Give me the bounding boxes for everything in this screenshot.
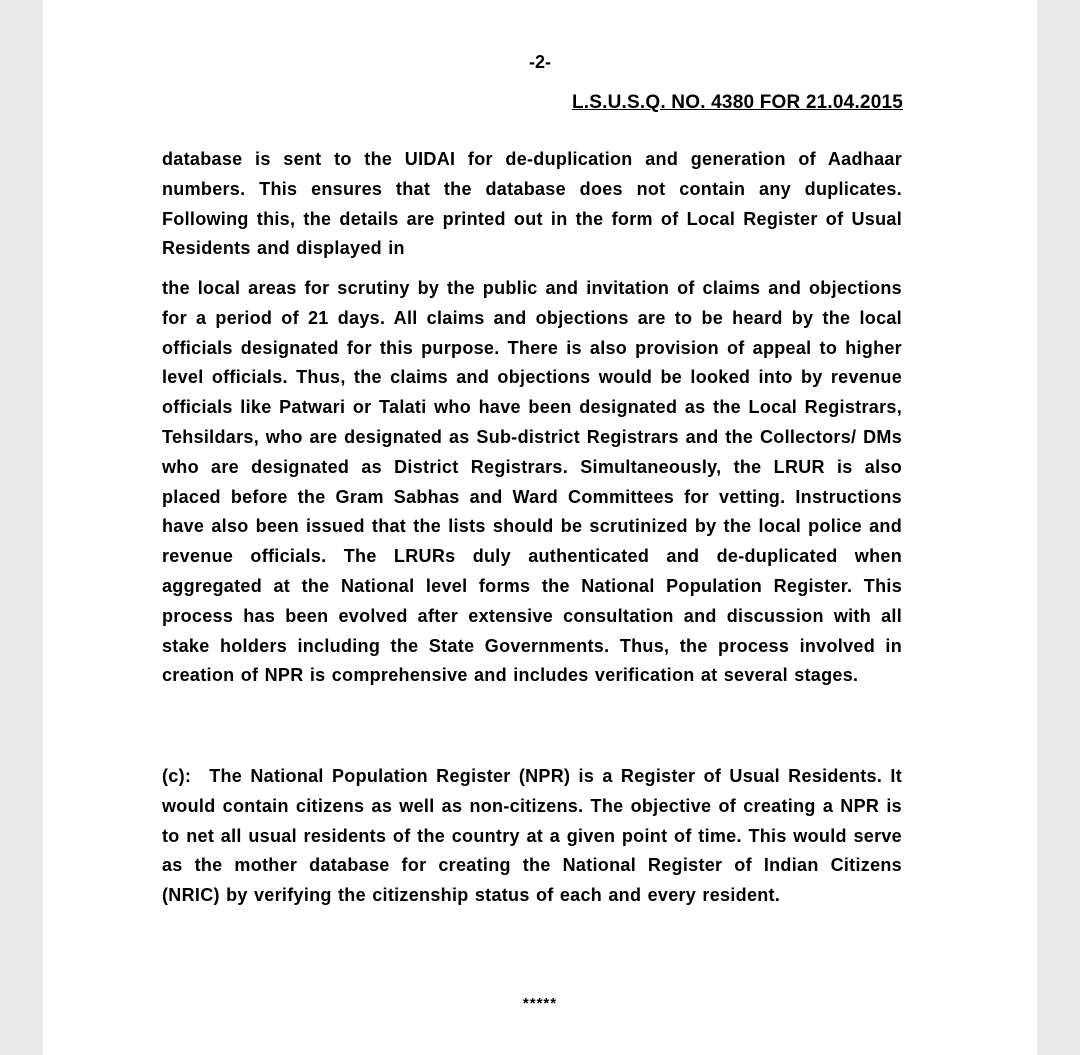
paragraph-c xyxy=(162,762,902,911)
end-marker: ***** xyxy=(522,995,558,1012)
paragraph-continuation: database is sent to the UIDAI for de-duplication and generation of Aadhaar numbers. This ensures that the database does not contain any duplicates. Following this, the details are printed out in the form of Local Register of Usual Residents and displayed in xyxy=(162,149,902,259)
paragraph-claims-objections: the local areas for scrutiny by the public and invitation of claims and objections for a period of 21 days. All claims and objections are to be heard by the local officials designated for this purpose. There is also provision of appeal to higher level officials. Thus, the claims and objections would be looked into by revenue officials like Patwari or Talati who have been designated as the Local Registrars, Tehsildars, who are designated as Sub-district Registrars and the Collectors/ DMs who are designated as District Registrars. Simultaneously, the LRUR is also placed before the Gram Sabhas and Ward Committees for vetting. Instructions have also been issued that the lists should be scrutinized by the local police and revenue officials. The LRURs duly authenticated and de-duplicated when aggregated at the National level forms the National Population Register. This process has been evolved after extensive consultation and discussion with all stake holders including the State Governments. Thus, the process involved in creation of NPR is comprehensive and includes verification at several stages. xyxy=(162,278,902,686)
question-reference-heading: L.S.U.S.Q. NO. 4380 FOR 21.04.2015 xyxy=(571,92,903,113)
paragraph-c-label: (c): xyxy=(162,766,192,786)
document-page xyxy=(43,0,1037,1055)
page-number-text: -2- xyxy=(529,52,551,72)
paragraph-c-text: The National Population Register (NPR) is a Register of Usual Residents. It would contain citizens as well as non-citizens. The objective of creating a NPR is to net all usual residents of the country at a given point of time. This would serve as the mother database for creating the National Register of Indian Citizens (NRIC) by verifying the citizenship status of each and every resident. xyxy=(162,766,902,906)
page-number xyxy=(43,52,1037,73)
